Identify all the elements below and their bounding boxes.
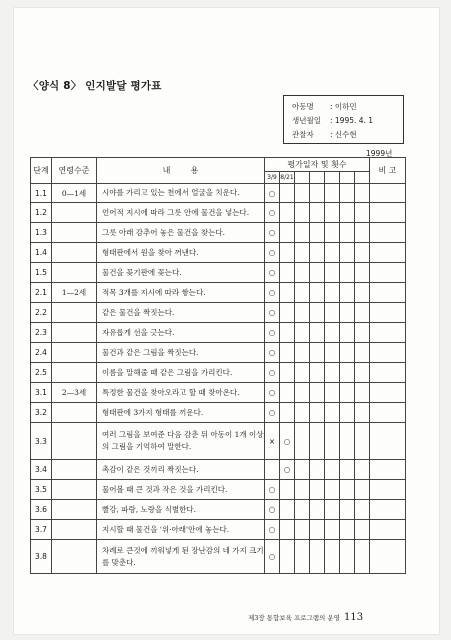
content-cell: 언어적 지시에 따라 그릇 안에 물건을 넣는다. <box>97 203 265 223</box>
mark-cell <box>325 500 340 520</box>
mark-cell <box>280 184 295 203</box>
mark-cell <box>325 480 340 500</box>
mark-cell <box>340 540 355 574</box>
mark-cell <box>310 303 325 323</box>
mark-cell <box>340 423 355 460</box>
age-cell <box>52 540 97 574</box>
mark-cell <box>355 323 370 343</box>
table-row <box>31 540 406 574</box>
step-cell: 3.7 <box>31 520 52 540</box>
remarks-cell <box>370 540 406 574</box>
table-row <box>31 383 406 403</box>
mark-cell: ○ <box>265 323 280 343</box>
content-cell: 형태판에서 원을 찾아 꺼낸다. <box>97 243 265 263</box>
mark-cell <box>340 184 355 203</box>
info-label: 아동명 <box>292 101 314 111</box>
age-cell <box>52 223 97 243</box>
info-value: : 1995. 4. 1 <box>330 115 374 125</box>
mark-cell <box>355 283 370 303</box>
content-cell: 형태판에 3가지 형태를 끼운다. <box>97 403 265 423</box>
mark-cell <box>325 243 340 263</box>
mark-cell <box>295 323 310 343</box>
age-cell <box>52 303 97 323</box>
mark-cell <box>295 303 310 323</box>
mark-cell <box>325 283 340 303</box>
table-row <box>31 243 406 263</box>
date-header-cell <box>295 172 310 184</box>
step-cell: 1.4 <box>31 243 52 263</box>
page-footer <box>248 612 363 623</box>
mark-cell: × <box>265 423 280 460</box>
remarks-cell <box>370 480 406 500</box>
remarks-cell <box>370 243 406 263</box>
mark-cell <box>355 263 370 283</box>
mark-cell <box>325 323 340 343</box>
mark-cell <box>340 500 355 520</box>
mark-cell: ○ <box>265 540 280 574</box>
mark-cell <box>355 343 370 363</box>
mark-cell <box>340 243 355 263</box>
mark-cell <box>280 323 295 343</box>
age-cell <box>52 343 97 363</box>
mark-cell <box>295 403 310 423</box>
step-cell: 2.5 <box>31 363 52 383</box>
mark-cell <box>340 520 355 540</box>
age-cell <box>52 460 97 480</box>
mark-cell <box>310 363 325 383</box>
mark-cell: ○ <box>265 203 280 223</box>
mark-cell: ○ <box>265 403 280 423</box>
remarks-cell <box>370 460 406 480</box>
mark-cell <box>280 343 295 363</box>
mark-cell <box>265 460 280 480</box>
step-cell: 3.3 <box>31 423 52 460</box>
table-row <box>31 363 406 383</box>
mark-cell: ○ <box>265 303 280 323</box>
mark-cell <box>325 540 340 574</box>
info-label: 관찰자 <box>292 129 314 139</box>
mark-cell <box>295 520 310 540</box>
mark-cell <box>280 203 295 223</box>
mark-cell: ○ <box>265 184 280 203</box>
mark-cell <box>355 383 370 403</box>
mark-cell: ○ <box>265 243 280 263</box>
table-row <box>31 520 406 540</box>
mark-cell <box>325 184 340 203</box>
mark-cell <box>325 520 340 540</box>
mark-cell <box>340 223 355 243</box>
mark-cell <box>295 480 310 500</box>
content-cell: 물건과 같은 그림을 짝짓는다. <box>97 343 265 363</box>
mark-cell <box>355 520 370 540</box>
date-header-cell <box>310 172 325 184</box>
mark-cell <box>280 480 295 500</box>
mark-cell <box>355 500 370 520</box>
remarks-cell <box>370 303 406 323</box>
mark-cell <box>280 263 295 283</box>
mark-cell <box>310 500 325 520</box>
mark-cell <box>295 184 310 203</box>
mark-cell <box>280 540 295 574</box>
remarks-cell <box>370 520 406 540</box>
form-title: 〈양식 8〉 인지발달 평가표 <box>28 80 162 92</box>
content-cell: 그릇 아래 감추어 놓은 물건을 찾는다. <box>97 223 265 243</box>
date-header-cell: 8/21 <box>280 172 295 184</box>
evaluation-body <box>31 184 406 574</box>
mark-cell <box>355 403 370 423</box>
age-cell <box>52 363 97 383</box>
table-row <box>31 343 406 363</box>
mark-cell <box>355 460 370 480</box>
mark-cell <box>325 460 340 480</box>
mark-cell: ○ <box>265 363 280 383</box>
table-row <box>31 403 406 423</box>
mark-cell <box>340 480 355 500</box>
mark-cell: ○ <box>265 223 280 243</box>
mark-cell <box>280 243 295 263</box>
content-cell: 같은 물건을 짝짓는다. <box>97 303 265 323</box>
remarks-cell <box>370 423 406 460</box>
content-cell: 이름을 말해줄 때 같은 그림을 가리킨다. <box>97 363 265 383</box>
mark-cell <box>310 423 325 460</box>
table-row <box>31 203 406 223</box>
content-cell: 빨강, 파랑, 노랑을 식별한다. <box>97 500 265 520</box>
child-info-box <box>283 95 404 144</box>
age-cell <box>52 423 97 460</box>
year-label: 1999년 <box>366 149 393 158</box>
mark-cell <box>325 223 340 243</box>
age-cell <box>52 263 97 283</box>
header-eval-dates: 평가일자 및 횟수 <box>265 158 370 172</box>
header-content: 내 용 <box>97 158 265 184</box>
mark-cell <box>340 460 355 480</box>
age-cell <box>52 243 97 263</box>
mark-cell <box>340 383 355 403</box>
step-cell: 2.3 <box>31 323 52 343</box>
step-cell: 2.4 <box>31 343 52 363</box>
mark-cell <box>325 203 340 223</box>
mark-cell <box>355 540 370 574</box>
mark-cell <box>325 383 340 403</box>
footer-chapter: 제3장 통합보육 프로그램의 운영 <box>248 614 340 622</box>
mark-cell <box>325 303 340 323</box>
content-cell: 차례로 큰것에 끼워넣게 된 장난감의 네 가지 크기를 맞춘다. <box>97 540 265 574</box>
mark-cell <box>280 303 295 323</box>
remarks-cell <box>370 223 406 243</box>
info-row-name <box>292 99 403 113</box>
mark-cell <box>310 540 325 574</box>
step-cell: 1.1 <box>31 184 52 203</box>
mark-cell <box>280 383 295 403</box>
mark-cell <box>310 343 325 363</box>
age-cell: 1—2세 <box>52 283 97 303</box>
mark-cell <box>340 303 355 323</box>
mark-cell <box>295 203 310 223</box>
mark-cell <box>295 263 310 283</box>
remarks-cell <box>370 500 406 520</box>
info-row-birthdate <box>292 113 403 127</box>
mark-cell <box>280 403 295 423</box>
step-cell: 3.4 <box>31 460 52 480</box>
step-cell: 1.2 <box>31 203 52 223</box>
content-cell: 지시할 때 물건을 '위·아래'안에 놓는다. <box>97 520 265 540</box>
table-row <box>31 283 406 303</box>
mark-cell <box>310 383 325 403</box>
step-cell: 2.2 <box>31 303 52 323</box>
page-number: 113 <box>344 612 364 623</box>
mark-cell <box>310 223 325 243</box>
header-age: 연령수준 <box>52 158 97 184</box>
mark-cell: ○ <box>265 500 280 520</box>
remarks-cell <box>370 283 406 303</box>
mark-cell <box>310 243 325 263</box>
mark-cell <box>325 343 340 363</box>
info-row-observer <box>292 127 403 141</box>
info-value: : 이하민 <box>330 101 357 111</box>
content-cell: 물건을 꽂기판에 꽂는다. <box>97 263 265 283</box>
mark-cell <box>310 403 325 423</box>
age-cell <box>52 403 97 423</box>
mark-cell <box>340 283 355 303</box>
content-cell: 적목 3개를 지시에 따라 쌓는다. <box>97 283 265 303</box>
age-cell: 2—3세 <box>52 383 97 403</box>
content-cell: 특정한 물건을 찾아오라고 할 때 찾아온다. <box>97 383 265 403</box>
mark-cell <box>340 403 355 423</box>
mark-cell <box>295 223 310 243</box>
mark-cell <box>280 500 295 520</box>
content-cell: 시야를 가리고 있는 천에서 얼굴을 치운다. <box>97 184 265 203</box>
mark-cell <box>340 203 355 223</box>
header-step: 단계 <box>31 158 52 184</box>
age-cell <box>52 480 97 500</box>
mark-cell <box>355 363 370 383</box>
step-cell: 3.5 <box>31 480 52 500</box>
mark-cell <box>325 363 340 383</box>
remarks-cell <box>370 343 406 363</box>
mark-cell: ○ <box>265 283 280 303</box>
mark-cell <box>340 263 355 283</box>
date-header-cell <box>340 172 355 184</box>
mark-cell <box>310 323 325 343</box>
mark-cell <box>295 423 310 460</box>
mark-cell <box>295 363 310 383</box>
mark-cell <box>310 184 325 203</box>
date-header-cell: 3/9 <box>265 172 280 184</box>
mark-cell <box>295 460 310 480</box>
mark-cell <box>280 283 295 303</box>
mark-cell: ○ <box>265 480 280 500</box>
mark-cell: ○ <box>265 520 280 540</box>
step-cell: 3.8 <box>31 540 52 574</box>
mark-cell <box>295 283 310 303</box>
mark-cell <box>340 363 355 383</box>
age-cell <box>52 500 97 520</box>
age-cell <box>52 323 97 343</box>
mark-cell <box>355 243 370 263</box>
mark-cell: ○ <box>265 383 280 403</box>
mark-cell <box>355 423 370 460</box>
info-value: : 신수현 <box>330 129 357 139</box>
remarks-cell <box>370 363 406 383</box>
date-header-cell <box>325 172 340 184</box>
mark-cell <box>310 283 325 303</box>
age-cell <box>52 203 97 223</box>
mark-cell <box>310 460 325 480</box>
mark-cell <box>280 520 295 540</box>
mark-cell <box>295 540 310 574</box>
mark-cell <box>325 263 340 283</box>
mark-cell: ○ <box>265 343 280 363</box>
step-cell: 1.5 <box>31 263 52 283</box>
mark-cell <box>280 223 295 243</box>
mark-cell: ○ <box>280 460 295 480</box>
content-cell: 물어볼 때 큰 것과 작은 것을 가리킨다. <box>97 480 265 500</box>
evaluation-table <box>30 157 406 574</box>
mark-cell: ○ <box>280 423 295 460</box>
remarks-cell <box>370 263 406 283</box>
step-cell: 1.3 <box>31 223 52 243</box>
mark-cell <box>355 223 370 243</box>
mark-cell <box>310 263 325 283</box>
remarks-cell <box>370 403 406 423</box>
mark-cell <box>355 203 370 223</box>
remarks-cell <box>370 203 406 223</box>
mark-cell <box>310 203 325 223</box>
table-row <box>31 303 406 323</box>
content-cell: 촉감이 같은 것끼리 짝짓는다. <box>97 460 265 480</box>
mark-cell <box>325 403 340 423</box>
step-cell: 2.1 <box>31 283 52 303</box>
mark-cell: ○ <box>265 263 280 283</box>
table-row <box>31 423 406 460</box>
mark-cell <box>310 520 325 540</box>
step-cell: 3.6 <box>31 500 52 520</box>
mark-cell <box>295 383 310 403</box>
mark-cell <box>340 323 355 343</box>
mark-cell <box>340 343 355 363</box>
mark-cell <box>280 363 295 383</box>
mark-cell <box>310 480 325 500</box>
mark-cell <box>295 500 310 520</box>
header-remarks: 비 고 <box>370 158 406 184</box>
remarks-cell <box>370 383 406 403</box>
table-row <box>31 223 406 243</box>
mark-cell <box>295 243 310 263</box>
remarks-cell <box>370 184 406 203</box>
mark-cell <box>355 303 370 323</box>
table-row <box>31 500 406 520</box>
step-cell: 3.2 <box>31 403 52 423</box>
mark-cell <box>295 343 310 363</box>
table-row <box>31 480 406 500</box>
remarks-cell <box>370 323 406 343</box>
step-cell: 3.1 <box>31 383 52 403</box>
content-cell: 자유롭게 선을 긋는다. <box>97 323 265 343</box>
age-cell: 0—1세 <box>52 184 97 203</box>
table-row <box>31 323 406 343</box>
info-label: 생년월일 <box>292 115 321 125</box>
mark-cell <box>325 423 340 460</box>
table-row <box>31 263 406 283</box>
date-header-cell <box>355 172 370 184</box>
mark-cell <box>355 480 370 500</box>
table-row <box>31 184 406 203</box>
mark-cell <box>355 184 370 203</box>
age-cell <box>52 520 97 540</box>
table-row <box>31 460 406 480</box>
content-cell: 여러 그림을 보여준 다음 감춘 뒤 아동이 1개 이상의 그림을 기억하여 말한다. <box>97 423 265 460</box>
